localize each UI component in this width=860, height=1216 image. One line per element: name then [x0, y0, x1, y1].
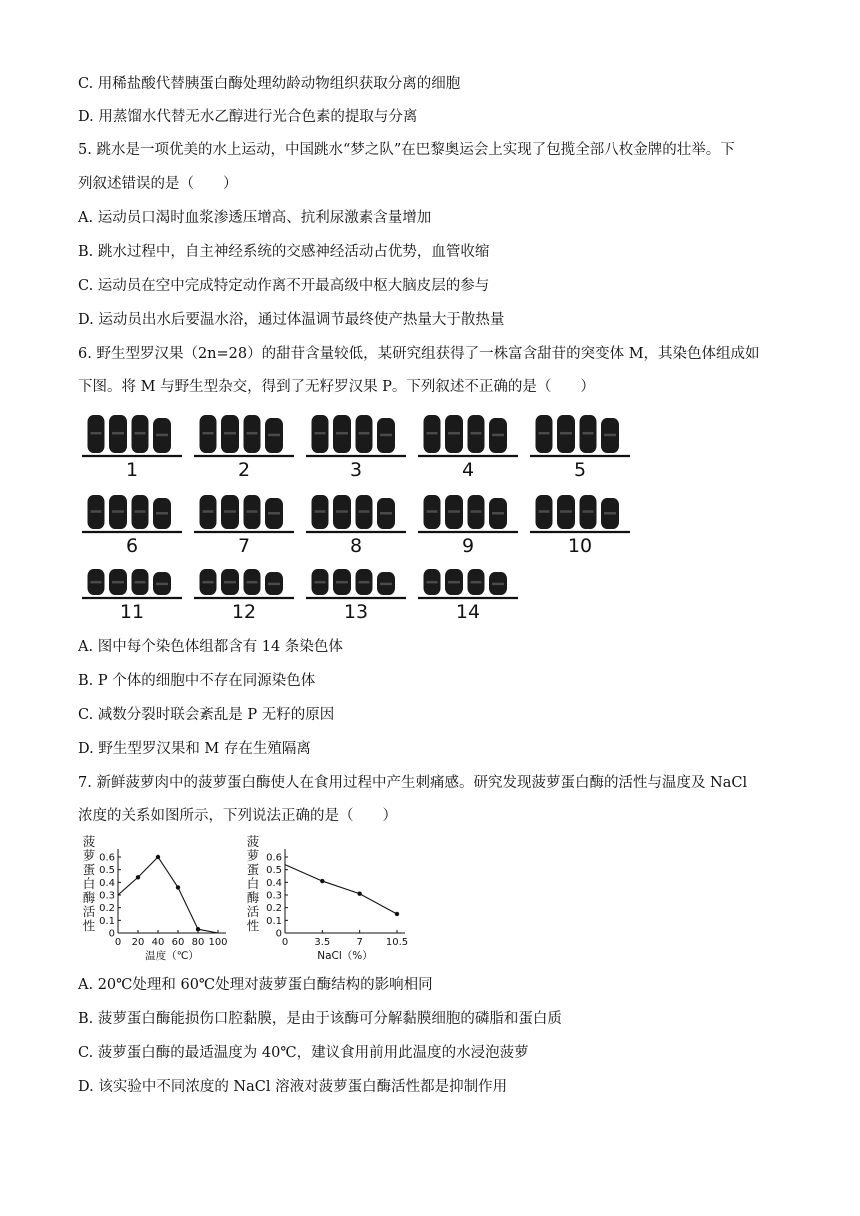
y-tick-label: 0.3 [99, 890, 115, 902]
y-tick-label: 0.1 [99, 915, 115, 927]
question-5-stem-line1: 5. 跳水是一项优美的水上运动，中国跳水“梦之队”在巴黎奥运会上实现了包揽全部八枚金牌的壮举。下 [78, 142, 735, 158]
y-tick-label: 0.2 [266, 903, 282, 915]
y-axis-label-char: 活 [246, 904, 260, 919]
chromosome-constriction [315, 510, 326, 513]
y-tick-label: 0.5 [266, 865, 282, 877]
y-tick-label: 0.6 [266, 852, 282, 864]
chromosome-group [312, 495, 396, 529]
y-axis-label-char: 菠 [246, 834, 260, 849]
chromosome-constriction [492, 434, 504, 437]
chromosome-group [536, 415, 620, 453]
data-point [196, 927, 200, 931]
chromosome-constriction [471, 581, 482, 584]
chromosome-constriction [448, 510, 460, 513]
y-axis-label-char: 萝 [246, 848, 260, 863]
chromosome-constriction [380, 583, 392, 586]
y-axis-label-char: 蛋 [82, 862, 96, 877]
chromosome-constriction [336, 581, 348, 584]
y-tick-label: 0.3 [266, 890, 282, 902]
chromosome-group [200, 415, 284, 453]
chromosome-constriction [380, 434, 392, 437]
temperature-activity-chart [80, 830, 240, 966]
chromosome-constriction [112, 510, 124, 513]
y-axis-label-char: 白 [246, 876, 260, 891]
x-axis-label: 温度（℃） [145, 950, 199, 962]
chromosome-number: 14 [455, 601, 481, 623]
x-tick-label: 10.5 [385, 937, 409, 948]
chromosome-group [424, 569, 508, 595]
y-tick-label: 0 [275, 928, 282, 940]
chromosome-number: 7 [237, 535, 251, 557]
y-axis-label-char: 活 [82, 904, 96, 919]
chromosome-constriction [359, 432, 370, 435]
question-7-stem-line2: 浓度的关系如图所示，下列说法正确的是（ ） [78, 808, 397, 824]
question-5-stem-line2: 列叙述错误的是（ ） [78, 176, 238, 192]
chromosome-constriction [315, 432, 326, 435]
chromosome-constriction [448, 581, 460, 584]
chromosome-constriction [203, 510, 214, 513]
data-point [320, 879, 324, 883]
chromosome-number: 6 [125, 535, 139, 557]
data-point [136, 875, 140, 879]
chromosome-number: 10 [567, 535, 593, 557]
chromosome-constriction [427, 510, 438, 513]
data-point [357, 892, 361, 896]
question-7-stem-line1: 7. 新鲜菠萝肉中的菠萝蛋白酶使人在食用过程中产生刺痛感。研究发现菠萝蛋白酶的活性与温度及 NaCl [78, 775, 748, 791]
chromosome-number: 3 [349, 459, 363, 481]
chromosome-constriction [91, 510, 102, 513]
chromosome-number: 4 [461, 459, 475, 481]
chromosome-constriction [203, 432, 214, 435]
data-point [395, 912, 399, 916]
chromosome-constriction [604, 512, 616, 515]
chromosome-group [424, 415, 508, 453]
y-axis-label-char: 性 [82, 918, 96, 933]
chromosome-constriction [156, 512, 168, 515]
data-point [156, 855, 160, 859]
data-line [118, 857, 218, 933]
chromosome-constriction [268, 512, 280, 515]
option-4d: D. 用蒸馏水代替无水乙醇进行光合色素的提取与分离 [78, 109, 418, 125]
chromosome-constriction [112, 581, 124, 584]
chromosome-constriction [336, 432, 348, 435]
option-5b: B. 跳水过程中，自主神经系统的交感神经活动占优势，血管收缩 [78, 244, 490, 260]
chromosome-constriction [268, 434, 280, 437]
option-4c: C. 用稀盐酸代替胰蛋白酶处理幼龄动物组织获取分离的细胞 [78, 76, 461, 92]
chromosome-group [88, 495, 172, 529]
y-tick-label: 0.5 [99, 865, 115, 877]
chromosome-constriction [583, 432, 594, 435]
chromosome-constriction [135, 510, 146, 513]
y-tick-label: 0.4 [266, 877, 282, 889]
option-6c: C. 减数分裂时联会紊乱是 P 无籽的原因 [78, 707, 335, 723]
chromosome-group [88, 569, 172, 595]
chromosome-number: 13 [343, 601, 369, 623]
chromosome-constriction [560, 510, 572, 513]
karyotype-figure [82, 404, 642, 626]
chromosome-constriction [359, 510, 370, 513]
question-6-stem-line1: 6. 野生型罗汉果（2n=28）的甜苷含量较低，某研究组获得了一株富含甜苷的突变体 M，其染色体组成如 [78, 346, 760, 362]
y-tick-label: 0 [108, 928, 115, 940]
option-6a: A. 图中每个染色体组都含有 14 条染色体 [78, 639, 343, 655]
chromosome-constriction [539, 510, 550, 513]
x-tick-label: 100 [208, 937, 228, 948]
option-7b: B. 菠萝蛋白酶能损伤口腔黏膜，是由于该酶可分解黏膜细胞的磷脂和蛋白质 [78, 1011, 562, 1027]
chromosome-constriction [156, 434, 168, 437]
y-axis-label-char: 酶 [82, 890, 96, 905]
y-axis-label-char: 蛋 [246, 862, 260, 877]
question-6-stem-line2: 下图。将 M 与野生型杂交，得到了无籽罗汉果 P。下列叙述不正确的是（ ） [78, 379, 595, 395]
chromosome-constriction [471, 510, 482, 513]
x-tick-label: 60 [171, 937, 185, 948]
chromosome-constriction [224, 510, 236, 513]
chromosome-constriction [380, 512, 392, 515]
chromosome-number: 1 [125, 459, 139, 481]
data-point [176, 885, 180, 889]
chromosome-constriction [583, 510, 594, 513]
x-tick-label: 80 [191, 937, 205, 948]
y-tick-label: 0.2 [99, 903, 115, 915]
chromosome-constriction [247, 432, 258, 435]
option-5a: A. 运动员口渴时血浆渗透压增高、抗利尿激素含量增加 [78, 210, 432, 226]
chromosome-number: 12 [231, 601, 257, 623]
chromosome-constriction [471, 432, 482, 435]
chromosome-number: 5 [573, 459, 587, 481]
x-tick-label: 3.5 [314, 937, 331, 948]
chromosome-number: 9 [461, 535, 475, 557]
y-axis-label-char: 菠 [82, 834, 96, 849]
chromosome-number: 2 [237, 459, 251, 481]
x-tick-label: 40 [151, 937, 165, 948]
option-6b: B. P 个体的细胞中不存在同源染色体 [78, 673, 316, 689]
chromosome-constriction [427, 581, 438, 584]
y-tick-label: 0.6 [99, 852, 115, 864]
chromosome-group [312, 415, 396, 453]
y-axis-label-char: 萝 [82, 848, 96, 863]
chromosome-constriction [427, 432, 438, 435]
x-tick-label: 7 [356, 937, 363, 948]
chromosome-constriction [492, 512, 504, 515]
x-tick-label: 20 [131, 937, 145, 948]
y-axis-label-char: 白 [82, 876, 96, 891]
chromosome-constriction [203, 581, 214, 584]
chromosome-constriction [359, 581, 370, 584]
chromosome-constriction [247, 510, 258, 513]
chromosome-constriction [247, 581, 258, 584]
chromosome-constriction [315, 581, 326, 584]
chromosome-constriction [224, 581, 236, 584]
y-tick-label: 0.1 [266, 915, 282, 927]
chromosome-number: 11 [119, 601, 145, 623]
chromosome-constriction [268, 583, 280, 586]
chromosome-constriction [135, 432, 146, 435]
nacl-activity-chart [243, 830, 413, 966]
y-axis-label-char: 性 [246, 918, 260, 933]
option-7a: A. 20℃处理和 60℃处理对菠萝蛋白酶结构的影响相同 [78, 977, 433, 993]
chromosome-number: 8 [349, 535, 363, 557]
chromosome-group [88, 415, 172, 453]
chromosome-constriction [336, 510, 348, 513]
chromosome-group [424, 495, 508, 529]
x-axis-label: NaCl（%） [317, 950, 373, 962]
y-axis-label-char: 酶 [246, 890, 260, 905]
option-5d: D. 运动员出水后要温水浴，通过体温调节最终使产热量大于散热量 [78, 312, 505, 328]
y-tick-label: 0.4 [99, 877, 115, 889]
chromosome-constriction [91, 581, 102, 584]
option-7c: C. 菠萝蛋白酶的最适温度为 40℃，建议食用前用此温度的水浸泡菠萝 [78, 1045, 529, 1061]
chromosome-group [200, 495, 284, 529]
option-6d: D. 野生型罗汉果和 M 存在生殖隔离 [78, 741, 311, 757]
chromosome-constriction [448, 432, 460, 435]
chromosome-constriction [492, 583, 504, 586]
chromosome-constriction [560, 432, 572, 435]
chromosome-constriction [604, 434, 616, 437]
chromosome-group [536, 495, 620, 529]
chromosome-constriction [156, 583, 168, 586]
x-tick-label: 0 [114, 937, 122, 948]
chromosome-constriction [91, 432, 102, 435]
chromosome-group [312, 569, 396, 595]
chromosome-constriction [539, 432, 550, 435]
chromosome-group [200, 569, 284, 595]
option-7d: D. 该实验中不同浓度的 NaCl 溶液对菠萝蛋白酶活性都是抑制作用 [78, 1079, 508, 1095]
data-line [285, 865, 397, 914]
option-5c: C. 运动员在空中完成特定动作离不开最高级中枢大脑皮层的参与 [78, 278, 490, 294]
x-tick-label: 0 [281, 937, 289, 948]
chromosome-constriction [135, 581, 146, 584]
chromosome-constriction [224, 432, 236, 435]
chromosome-constriction [112, 432, 124, 435]
